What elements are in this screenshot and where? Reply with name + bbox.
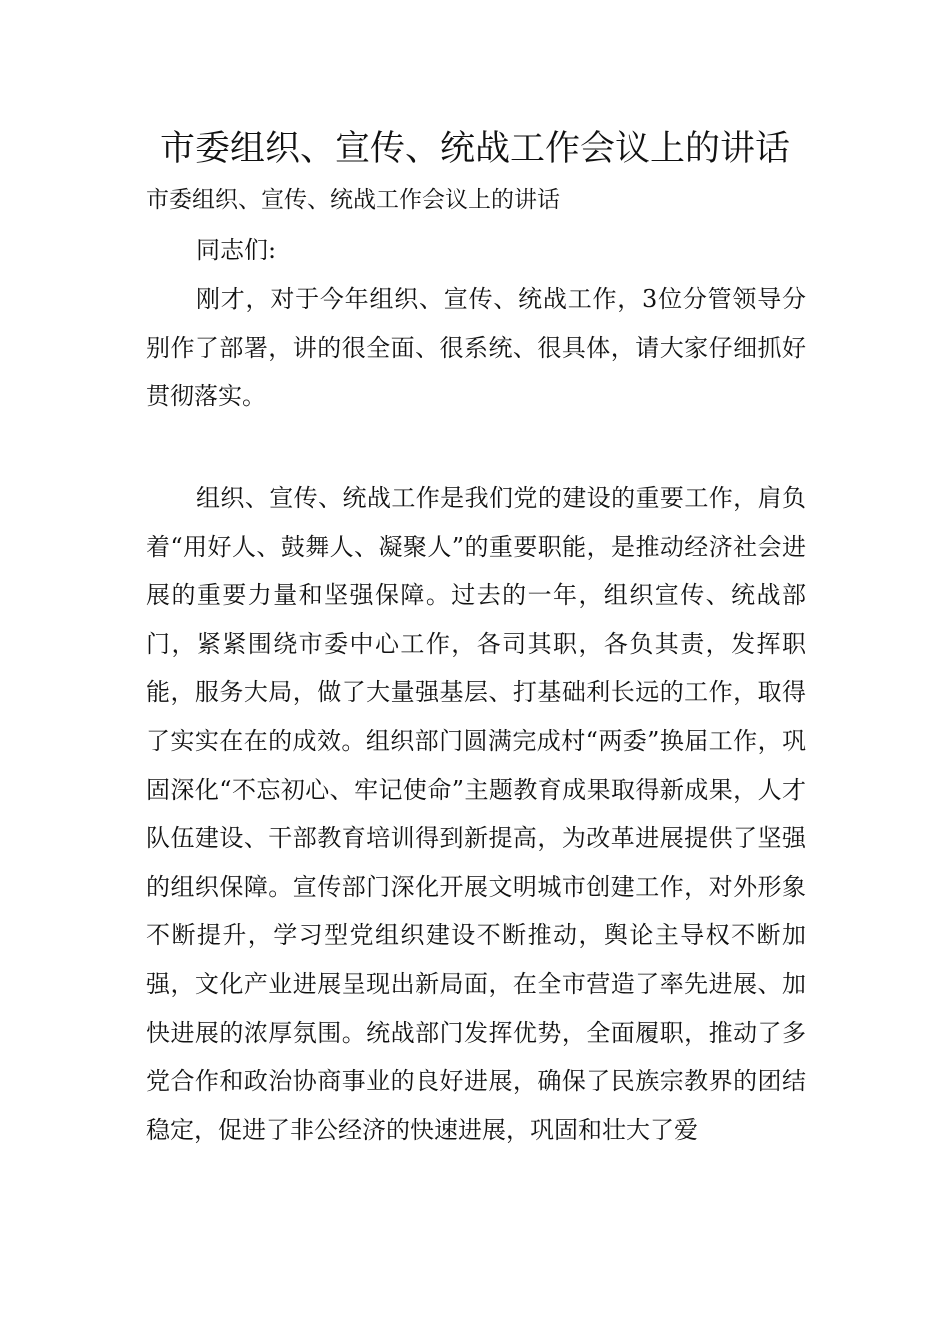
document-subtitle: 市委组织、宣传、统战工作会议上的讲话 [146,187,560,213]
paragraph-2: 组织、宣传、统战工作是我们党的建设的重要工作，肩负着“用好人、鼓舞人、凝聚人”的重要职能，是推动经济社会进展的重要力量和坚强保障。过去的一年，组织宣传、统战部门，紧紧围绕市委中心工作，各司其职，各负其责，发挥职能，服务大局，做了大量强基层、打基础利长远的工作，取得了实实在在的成效。组织部门圆满完成村“两委”换届工作，巩固深化“不忘初心、牢记使命”主题教育成果取得新成果，人才队伍建设、干部教育培训得到新提高，为改革进展提供了坚强的组织保障。宣传部门深化开展文明城市创建工作，对外形象不断提升，学习型党组织建设不断推动，舆论主导权不断加强，文化产业进展呈现出新局面，在全市营造了率先进展、加快进展的浓厚氛围。统战部门发挥优势，全面履职，推动了多党合作和政治协商事业的良好进展，确保了民族宗教界的团结稳定，促进了非公经济的快速进展，巩固和壮大了爱 [146,484,806,1144]
salutation: 同志们: [196,236,277,264]
paragraph-1: 刚才，对于今年组织、宣传、统战工作，3位分管领导分别作了部署，讲的很全面、很系统、很具体，请大家仔细抓好贯彻落实。 [146,285,806,411]
document-title: 市委组织、宣传、统战工作会议上的讲话 [159,129,790,169]
